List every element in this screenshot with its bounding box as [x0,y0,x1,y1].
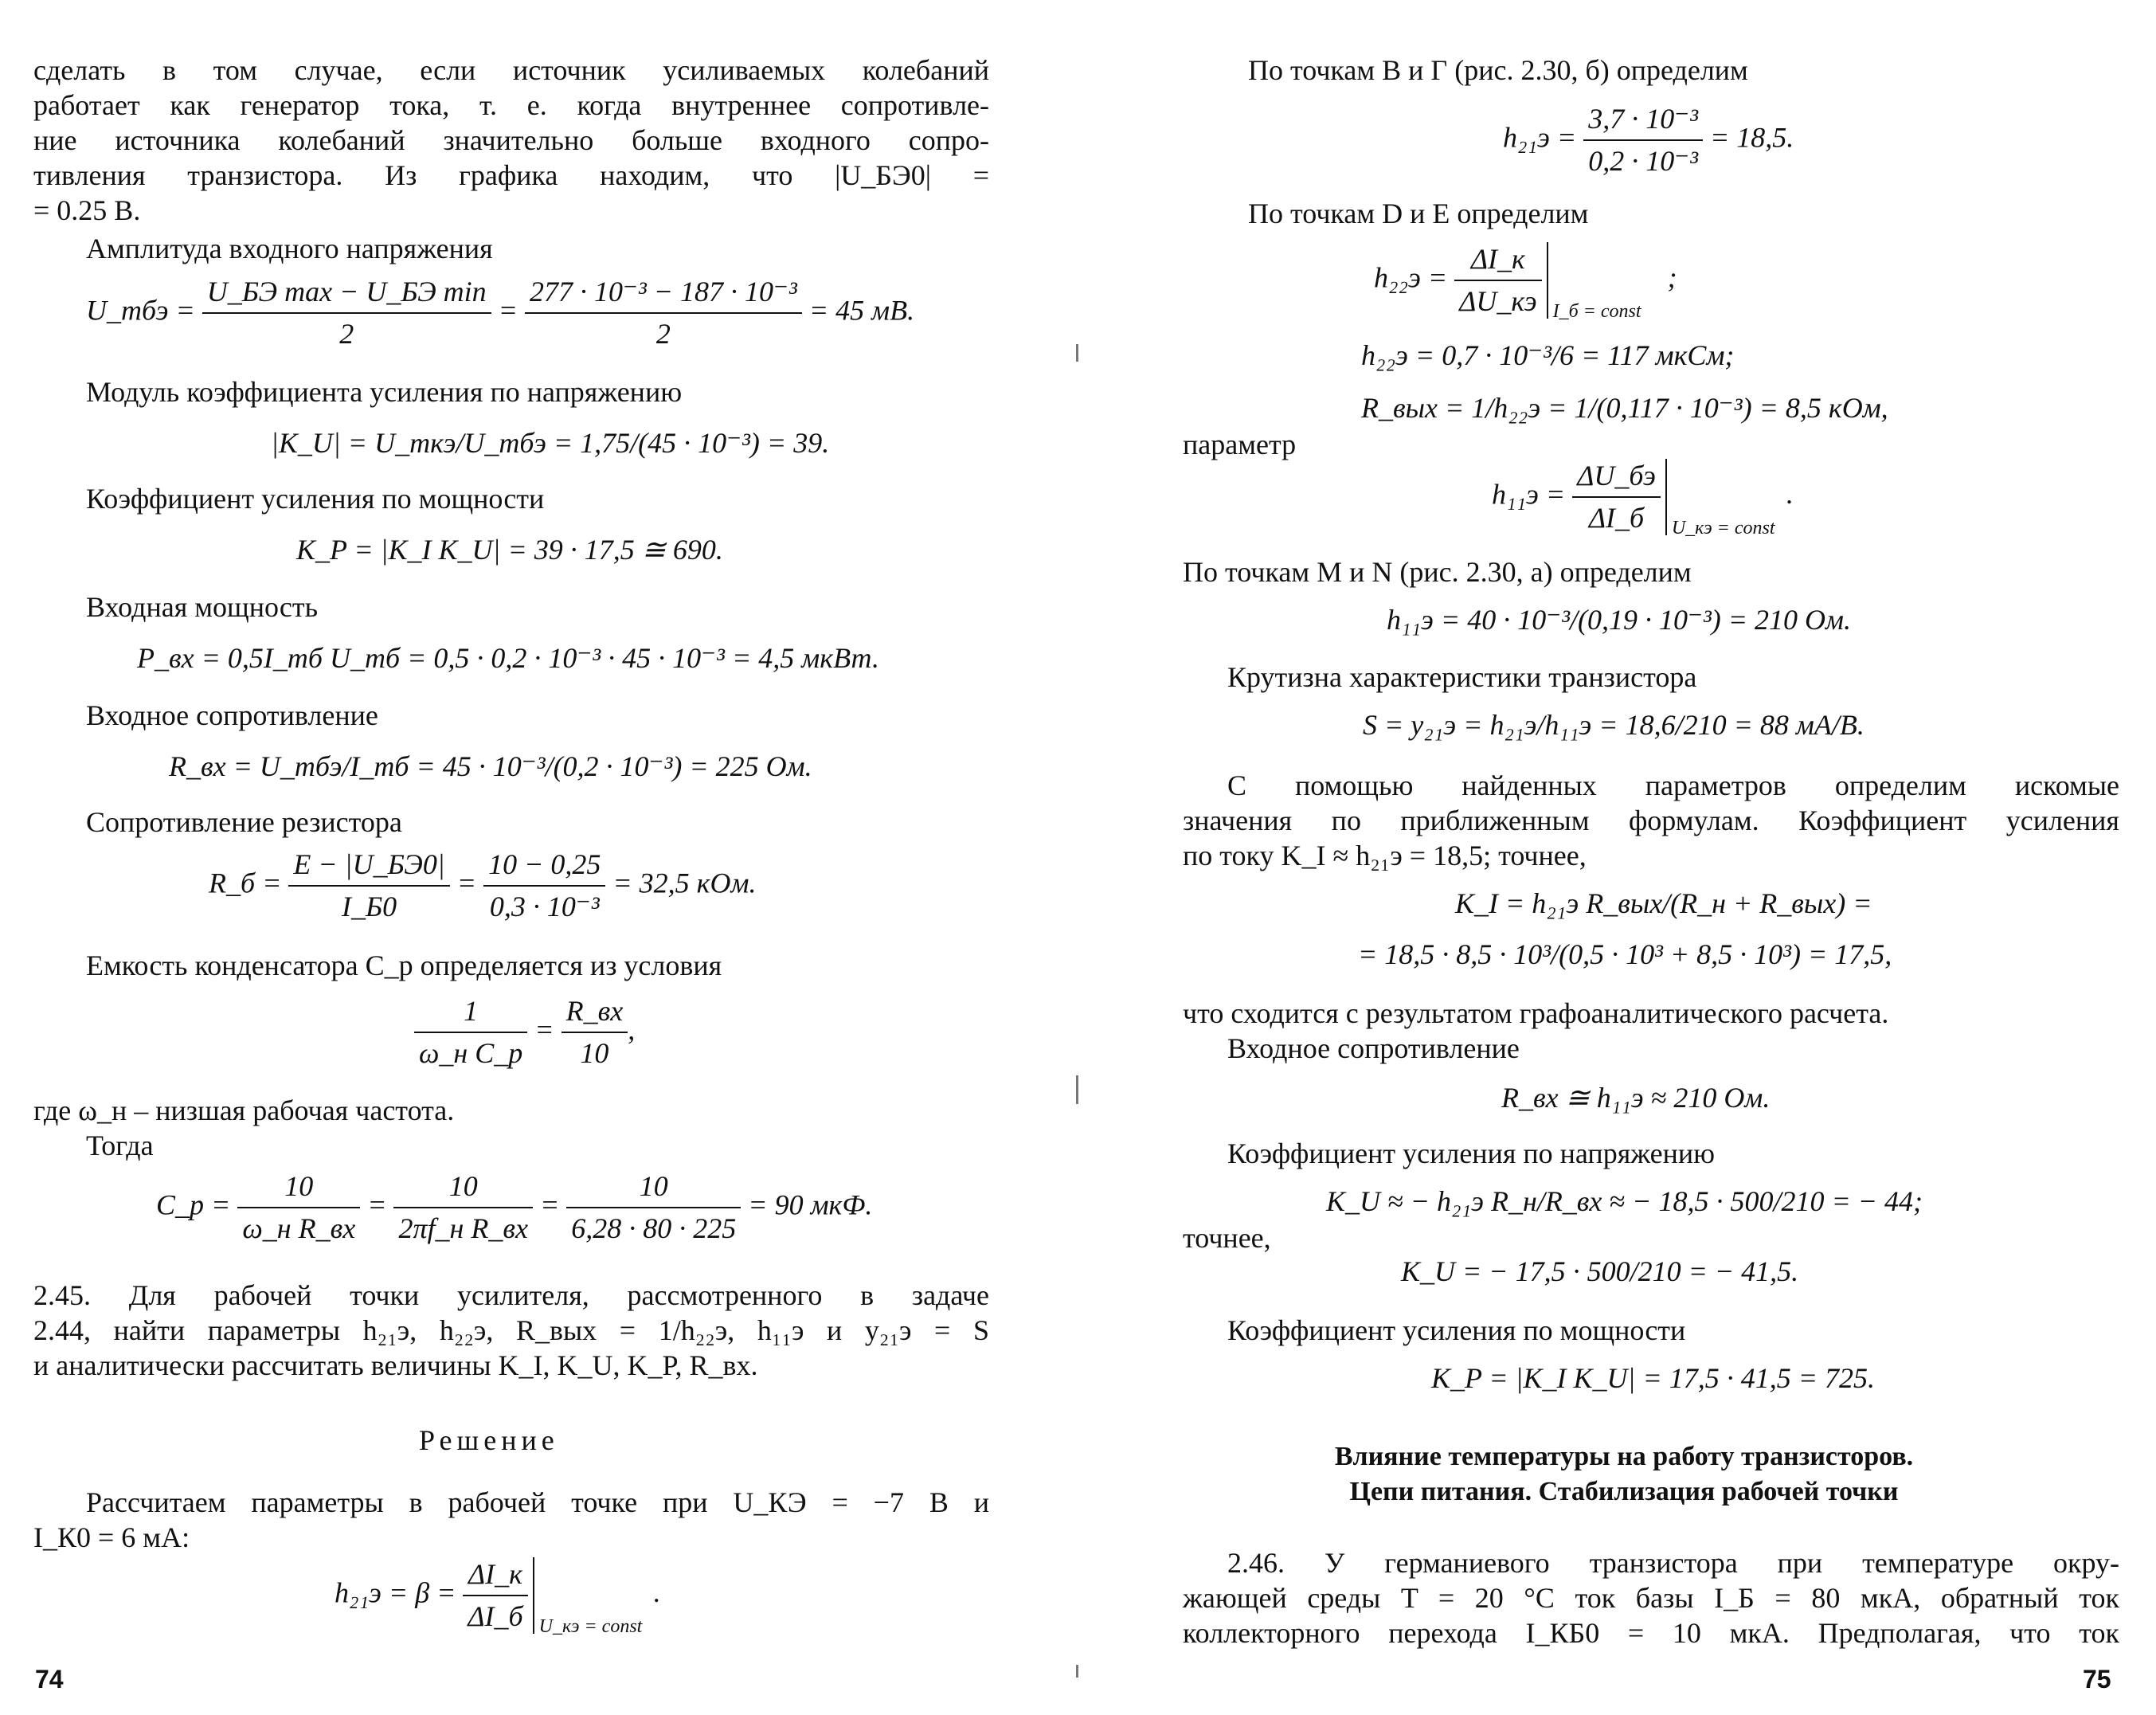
section-heading-line: Цепи питания. Стабилизация рабочей точки [1349,1477,1899,1506]
eq-lhs: h₂₁э = [1503,121,1577,154]
equation-h21-value [1503,102,1794,178]
numerator: 277 · 10⁻³ − 187 · 10⁻³ [525,275,802,314]
equation: K_U ≈ − h₂₁э R_н/R_вх ≈ − 18,5 · 500/210 = − 44; [1326,1185,1923,1217]
eq-rhs: = 32,5 кОм. [612,867,757,899]
equation: h₂₂э = 0,7 · 10⁻³/6 = 117 мкСм; [1361,339,1735,371]
text-line: По точкам M и N (рис. 2.30, а) определим [1183,556,1692,588]
text-line: точнее, [1183,1222,1271,1254]
equation: |K_U| = U_mкэ/U_mбэ = 1,75/(45 · 10⁻³) = 39. [271,427,830,459]
equation: P_вх = 0,5I_mб U_mб = 0,5 · 0,2 · 10⁻³ · 45 · 10⁻³ = 4,5 мкВт. [137,642,879,674]
fraction [1454,242,1541,319]
text-line: Емкость конденсатора C_р определяется из условия [86,950,722,981]
equation-h11 [1492,459,1794,539]
equation: R_вх ≅ h₁₁э ≈ 210 Ом. [1501,1082,1771,1114]
text-line: Коэффициент усиления по мощности [86,483,545,515]
denominator: ω_н C_р [419,1037,523,1070]
text-line: Крутизна характеристики транзистора [1227,661,1697,693]
eq-lhs: C_р = [156,1188,231,1221]
text-line: С помощью найденных параметров определим искомые [1227,769,2119,801]
denominator: I_Б0 [341,891,397,923]
problem-2-46-line: 2.46. У германиевого транзистора при температуре окру- [1227,1547,2119,1579]
equation: = 18,5 · 8,5 · 10³/(0,5 · 10³ + 8,5 · 10³) = 17,5, [1358,938,1892,970]
text-line: что сходится с результатом графоаналитического расчета. [1183,997,1889,1029]
evaluation-bar [1665,459,1775,539]
text-line: Входное сопротивление [86,699,378,731]
text-line: = 0.25 В. [33,194,141,226]
fraction [463,1557,527,1634]
numerator: 10 [393,1169,533,1208]
equation: K_P = |K_I K_U| = 17,5 · 41,5 = 725. [1431,1362,1876,1394]
denominator: 6,28 · 80 · 225 [571,1212,737,1245]
evaluation-condition: I_б = const [1552,301,1641,323]
text-line: работает как генератор тока, т. е. когда внутреннее сопротивле- [33,89,989,121]
equation-h22 [1374,242,1677,323]
right-page [1078,0,2156,1715]
denominator: ΔU_кэ [1459,285,1537,318]
problem-2-46-line: жающей среды T = 20 °C ток базы I_Б = 80 мкА, обратный ток [1183,1582,2119,1614]
denominator: 0,2 · 10⁻³ [1588,145,1698,178]
denominator: 0,3 · 10⁻³ [489,891,600,923]
numerator: R_вх [561,994,628,1033]
denominator: ω_н R_вх [242,1212,356,1245]
text-line: Рассчитаем параметры в рабочей точке при U_КЭ = −7 В и [86,1486,989,1518]
problem-2-45-line: и аналитически рассчитать величины K_I, K_U, K_P, R_вх. [33,1349,758,1381]
numerator: ΔU_бэ [1572,459,1661,498]
denominator: ΔI_б [1588,502,1645,534]
eq-rhs: = 45 мВ. [808,294,915,327]
problem-2-45-line: 2.44, найти параметры h₂₁э, h₂₂э, R_вых = 1/h₂₂э, h₁₁э и y₂₁э = S [33,1314,989,1346]
fraction [566,1169,741,1246]
text-line: параметр [1183,429,1297,460]
text-line: Тогда [86,1130,154,1161]
text-line: Входное сопротивление [1227,1032,1520,1064]
solution-heading: Решение [419,1424,559,1456]
denominator: ΔI_б [468,1600,523,1633]
numerator: ΔI_к [1454,242,1541,281]
text-line: ние источника колебаний значительно больше входного сопро- [33,124,989,156]
equation-amplitude: U_mбэ = $\frac{\text{U\_БЭ max − U\_БЭ min}}{2}$ = $\frac{\text{277 · 10⁻³ − 187 · 10⁻³}}{2}$ = 45 мВ. [86,275,914,351]
punctuation: . [1786,478,1794,511]
denominator: 2 [339,318,354,350]
numerator: 1 [414,994,527,1033]
fraction [1572,459,1661,535]
equation: S = y₂₁э = h₂₁э/h₁₁э = 18,6/210 = 88 мА/В. [1363,709,1864,741]
numerator: 10 [237,1169,360,1208]
text-line: Модуль коэффициента усиления по напряжению [86,376,683,408]
denominator: 10 [580,1037,609,1070]
equation: K_P = |K_I K_U| = 39 · 17,5 ≅ 690. [296,534,723,566]
denominator: 2 [655,318,671,350]
text-line: Коэффициент усиления по мощности [1227,1314,1686,1346]
equation: K_I = h₂₁э R_вых/(R_н + R_вых) = [1455,887,1872,919]
numerator: E − |U_БЭ0| [288,848,449,887]
equation-condition: $\frac{1}{\text{ω\_н C\_р}}$ = $\frac{R\_вх}{10}$ , [414,994,635,1071]
punctuation: ; [1667,261,1677,294]
fraction [393,1169,533,1246]
equation: K_U = − 17,5 · 500/210 = − 41,5. [1401,1255,1799,1287]
text-line: Коэффициент усиления по напряжению [1227,1137,1716,1169]
text-line: Амплитуда входного напряжения [86,233,493,264]
text-line: Входная мощность [86,591,319,623]
evaluation-condition: U_кэ = const [538,1616,643,1638]
text-line: по току K_I ≈ h₂₁э = 18,5; точнее, [1183,840,1587,871]
eq-lhs: h₂₁э = β = [335,1576,456,1609]
fraction [237,1169,360,1246]
evaluation-bar [1547,242,1641,323]
equation-resistor: R_б = $\frac{E - |U\_БЭ0|}{I\_Б0}$ = $\frac{10 - 0,25}{\text{0,3 · 10⁻³}}$ = 32,5 кОм. [209,848,756,924]
numerator: U_БЭ max − U_БЭ min [202,275,491,314]
numerator: 3,7 · 10⁻³ [1583,102,1703,141]
text-line: I_К0 = 6 мА: [33,1521,190,1553]
fraction [288,848,449,924]
page-number: 75 [2083,1665,2111,1693]
numerator: ΔI_к [463,1557,527,1596]
eq-lhs: h₁₁э = [1492,478,1566,511]
evaluation-bar [533,1557,643,1638]
fraction [202,275,491,351]
fraction [1583,102,1703,178]
text-line: значения по приближенным формулам. Коэффициент усиления [1183,805,2119,836]
equation-h21: h₂₁э = β = $\frac{\Delta I\_к}{\Delta I\_б}$ U_кэ = const . [335,1558,661,1638]
fraction [561,994,628,1071]
denominator: 2πf_н R_вх [398,1212,528,1245]
eq-rhs: = 18,5. [1710,121,1794,154]
text-line: Сопротивление резистора [86,806,402,838]
eq-rhs: = 90 мкФ. [748,1188,873,1221]
eq-lhs: R_б = [209,867,282,899]
numerator: 10 − 0,25 [483,848,605,887]
text-line: По точкам B и Г (рис. 2.30, б) определим [1248,54,1748,86]
fraction [525,275,802,351]
text-line: тивления транзистора. Из графика находим, что |U_БЭ0| = [33,159,989,191]
page-number: 74 [35,1665,64,1693]
equation-capacitance: C_р = $\frac{10}{\text{ω\_н R\_вх}}$ = $\frac{10}{\text{2πf\_н R\_вх}}$ = $\frac{10}{6,28 \cdot 80 \cdot 225}$ = 90 мкФ. [156,1169,872,1246]
text-line: По точкам D и E определим [1248,198,1589,229]
numerator: 10 [566,1169,741,1208]
text-line: где ω_н – низшая рабочая частота. [33,1094,455,1126]
problem-2-45-line: 2.45. Для рабочей точки усилителя, рассмотренного в задаче [33,1279,989,1311]
problem-2-46-line: коллекторного перехода I_КБ0 = 10 мкА. Предполагая, что ток [1183,1617,2119,1649]
fraction [414,994,527,1071]
eq-lhs: U_mбэ = [86,294,195,327]
fraction [483,848,605,924]
evaluation-condition: U_кэ = const [1671,518,1775,539]
eq-lhs: h₂₂э = [1374,261,1448,294]
text-line: сделать в том случае, если источник усиливаемых колебаний [33,54,989,86]
equation: R_вых = 1/h₂₂э = 1/(0,117 · 10⁻³) = 8,5 кОм, [1361,392,1888,424]
equation: R_вх = U_mбэ/I_mб = 45 · 10⁻³/(0,2 · 10⁻³) = 225 Ом. [169,750,812,782]
section-heading-line: Влияние температуры на работу транзисторов. [1334,1442,1914,1471]
equation: h₁₁э = 40 · 10⁻³/(0,19 · 10⁻³) = 210 Ом. [1387,604,1852,636]
